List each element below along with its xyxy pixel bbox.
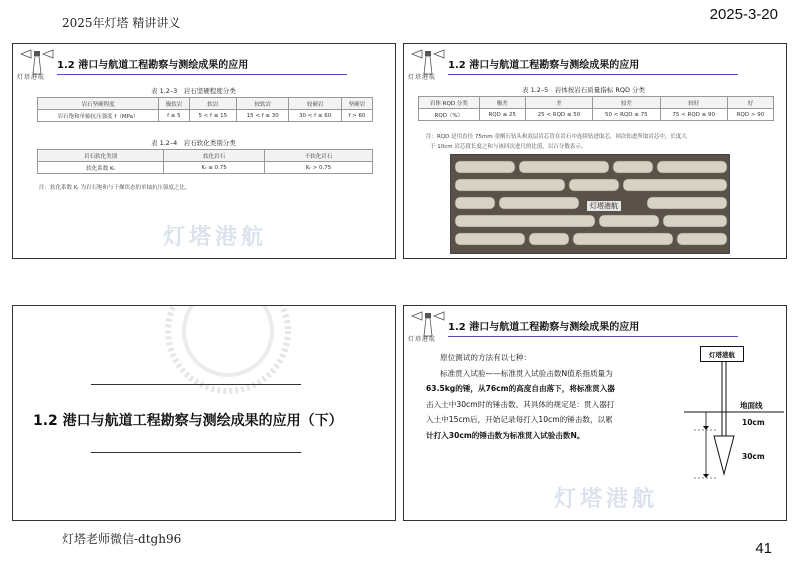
table-cell: RQD > 90 <box>727 109 773 121</box>
table-cell: 岩石软化类别 <box>38 150 164 162</box>
table-header-row <box>38 150 373 162</box>
paragraph-line: 63.5kg的锤，从76cm的高度自由落下，将标准贯入器 <box>426 384 615 393</box>
table-cell: f > 60 <box>341 110 372 122</box>
spt-diagram <box>684 336 784 516</box>
watermark: 灯塔港航 <box>163 225 268 250</box>
slide-spt-test <box>403 305 787 521</box>
table-caption: 表 1.2–3 岩石坚硬程度分类 <box>151 87 236 95</box>
table-cell: 不软化岩石 <box>265 150 373 162</box>
title-rule <box>448 74 738 75</box>
table-cell: 软化系数 Kᵣ <box>38 162 164 174</box>
rock-core-photo <box>450 154 730 254</box>
table-cell: 坚硬岩 <box>341 98 372 110</box>
logo-text: 灯塔港航 <box>408 336 437 343</box>
page-header-date: 2025-3-20 <box>709 6 778 23</box>
title-rule-bottom <box>91 452 301 453</box>
table-note: 注：软化系数 Kᵣ 为岩石饱和与干燥状态的单轴抗压强度之比。 <box>39 185 191 191</box>
paragraph-line: 击入土中30cm时的锤击数。其具体的规定是：贯入器打 <box>426 399 615 409</box>
diagram-sign: 灯塔港航 <box>700 346 744 362</box>
paragraph-line: 入土中15cm后，开始记录每打入10cm的锤击数，以累 <box>426 415 613 424</box>
table-cell: 30 < f ≤ 60 <box>289 110 341 122</box>
table-cell: Kᵣ > 0.75 <box>265 162 373 174</box>
table-cell: 岩石坚硬程度 <box>38 98 159 110</box>
table-row <box>38 110 373 122</box>
table-cell: 较软岩 <box>237 98 289 110</box>
table-cell: 岩石饱和单轴抗压强度 f（MPa） <box>38 110 159 122</box>
paragraph-line: 标准贯入试验——标准贯入试验击数N值系指质量为 <box>440 368 613 378</box>
table-note: 注：RQD 是用直径 75mm 金刚石钻头和双层岩芯管在岩石中连续钻进取芯，回次钻进所取岩芯中，长度大 <box>426 134 687 140</box>
ground-line-label: 地面线 <box>740 401 763 410</box>
table-cell: 较硬岩 <box>289 98 341 110</box>
table-cell: 软岩 <box>189 98 236 110</box>
table-cell: 较好 <box>660 97 727 109</box>
watermark: 灯塔港航 <box>554 487 659 512</box>
table-caption: 表 1.2–5 岩体按岩石质量指标 RQD 分类 <box>522 86 646 94</box>
table-cell: 25 < RQD ≤ 50 <box>525 109 592 121</box>
table-cell: 50 < RQD ≤ 75 <box>593 109 660 121</box>
slide-title: 1.2 港口与航道工程勘察与测绘成果的应用 <box>448 60 640 71</box>
table-cell: 岩体 RQD 分类 <box>419 97 480 109</box>
table-header-row <box>419 97 774 109</box>
section-title: 1.2 港口与航道工程勘察与测绘成果的应用（下） <box>33 413 343 429</box>
page-footer-contact: 灯塔老师微信-dtgh96 <box>62 532 182 546</box>
slide-rqd-classification <box>403 43 787 259</box>
table-caption: 表 1.2–4 岩石软化类别分类 <box>151 139 236 147</box>
rqd-table <box>418 96 774 121</box>
table-cell: 15 < f ≤ 30 <box>237 110 289 122</box>
paragraph-line: 计打入30cm的锤击数为标准贯入试验击数N。 <box>426 430 585 440</box>
rock-softening-table <box>37 149 373 174</box>
rock-hardness-table <box>37 97 373 122</box>
page-number: 41 <box>755 540 772 557</box>
table-cell: RQD（%） <box>419 109 480 121</box>
table-cell: 极软岩 <box>159 98 189 110</box>
table-cell: 差 <box>525 97 592 109</box>
slide-title: 1.2 港口与航道工程勘察与测绘成果的应用 <box>57 60 249 71</box>
title-rule-top <box>91 384 301 385</box>
table-cell: 75 < RQD ≤ 90 <box>660 109 727 121</box>
table-row <box>419 109 774 121</box>
logo-text: 灯塔港航 <box>17 74 46 81</box>
spt-description <box>426 350 694 443</box>
table-cell: 软化岩石 <box>164 150 265 162</box>
table-cell: 极差 <box>479 97 525 109</box>
decorative-circle-icon <box>163 305 293 396</box>
table-cell: 较差 <box>593 97 660 109</box>
table-cell: RQD ≤ 25 <box>479 109 525 121</box>
table-cell: 5 < f ≤ 15 <box>189 110 236 122</box>
table-cell: f ≤ 5 <box>159 110 189 122</box>
depth-label-30cm: 30cm <box>742 452 765 461</box>
slide-title: 1.2 港口与航道工程勘察与测绘成果的应用 <box>448 322 640 333</box>
table-cell: 好 <box>727 97 773 109</box>
photo-watermark-label: 灯塔港航 <box>587 201 621 211</box>
logo-text: 灯塔港航 <box>408 74 437 81</box>
depth-label-10cm: 10cm <box>742 418 765 427</box>
page-header-title: 2025年灯塔 精讲讲义 <box>62 16 181 30</box>
slide-rock-classification <box>12 43 396 259</box>
table-note: 于 10cm 岩芯段长度之和与该回次进尺的比值，以百分数表示。 <box>430 144 587 150</box>
paragraph-line: 原位测试的方法有以七种： <box>440 353 532 362</box>
table-cell: Kᵣ ≤ 0.75 <box>164 162 265 174</box>
table-header-row <box>38 98 373 110</box>
table-row <box>38 162 373 174</box>
slide-section-title <box>12 305 396 521</box>
title-rule <box>57 74 347 75</box>
